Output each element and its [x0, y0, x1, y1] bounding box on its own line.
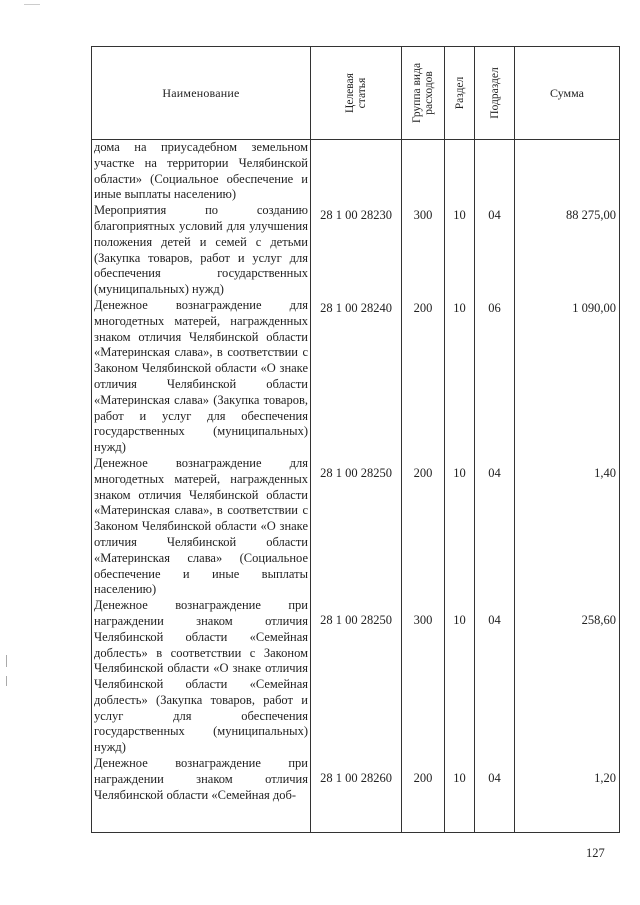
- header-section: Раздел: [445, 47, 475, 140]
- target-article-value: 28 1 00 28230: [320, 208, 392, 222]
- subsection-value: 04: [488, 613, 501, 627]
- subsection-value: 06: [488, 301, 501, 315]
- table-body-row: [92, 140, 620, 833]
- expense-group-value: 300: [413, 208, 433, 222]
- scan-artifact: [24, 4, 40, 5]
- section-value: 10: [453, 466, 466, 480]
- row-name: Мероприятия по созданию благоприятных условий для улучшения положения детей и семей с детьми (Закупка товаров, работ и услуг для обеспечения государственных (муниципальных) нужд): [94, 203, 308, 297]
- expense-group-value: 200: [413, 771, 433, 785]
- section-value: 10: [453, 301, 466, 315]
- sum-value: 258,60: [581, 613, 616, 627]
- target-article-value: 28 1 00 28250: [320, 613, 392, 627]
- header-sum: Сумма: [515, 47, 620, 140]
- expense-group-value: 300: [413, 613, 433, 627]
- header-expense-group: Группа вида расходов: [402, 47, 445, 140]
- expense-group-value: 200: [413, 301, 433, 315]
- page-number: 127: [586, 846, 605, 860]
- budget-table: [91, 46, 620, 833]
- margin-mark: [6, 676, 7, 686]
- sum-value: 1,20: [594, 771, 616, 785]
- sum-column: [515, 140, 620, 833]
- subsection-value: 04: [488, 771, 501, 785]
- target-article-value: 28 1 00 28240: [320, 301, 392, 315]
- target-article-value: 28 1 00 28250: [320, 466, 392, 480]
- margin-mark: [6, 655, 7, 667]
- row-name: Денежное вознаграждение при награждении знаком отличия Челябинской области «Семейная доб-: [94, 756, 308, 802]
- row-name: Денежное вознаграждение для многодетных матерей, награжденных знаком отличия Челябинской области «Материнская слава», в соответствии с Законом Челябинской области «О знаке отличия Челябинской области «Материнская слава» (Социальное обеспечение и иные выплаты населению): [94, 455, 308, 597]
- header-subsection: Подраздел: [475, 47, 515, 140]
- name-column: [92, 140, 311, 833]
- section-value: 10: [453, 771, 466, 785]
- sum-value: 1,40: [594, 466, 616, 480]
- target-article-column: [311, 140, 402, 833]
- row-name: дома на приусадебном земельном участке на территории Челябинской области» (Социальное обеспечение и иные выплаты населению): [94, 140, 308, 202]
- section-value: 10: [453, 208, 466, 222]
- target-article-value: 28 1 00 28260: [320, 771, 392, 785]
- section-column: [445, 140, 475, 833]
- header-name: Наименование: [92, 47, 311, 140]
- subsection-value: 04: [488, 466, 501, 480]
- header-target-article: Целевая статья: [311, 47, 402, 140]
- table-header-row: [92, 47, 620, 140]
- expense-group-column: [402, 140, 445, 833]
- sum-value: 1 090,00: [572, 301, 616, 315]
- subsection-column: [475, 140, 515, 833]
- sum-value: 88 275,00: [566, 208, 616, 222]
- row-name: Денежное вознаграждение для многодетных матерей, награжденных знаком отличия Челябинской области «Материнская слава», в соответствии с Законом Челябинской области «О знаке отличия Челябинской области «Материнская слава» (Закупка товаров, работ и услуг для обеспечения государственных (муниципальных) нужд): [94, 297, 308, 455]
- row-name: Денежное вознаграждение при награждении знаком отличия Челябинской области «Семейная доблесть» в соответствии с Законом Челябинской области «О знаке отличия Челябинской области «Семейная доблесть» (Закупка товаров, работ и услуг для обеспечения государственных (муниципальных) нужд): [94, 598, 308, 755]
- section-value: 10: [453, 613, 466, 627]
- expense-group-value: 200: [413, 466, 433, 480]
- subsection-value: 04: [488, 208, 501, 222]
